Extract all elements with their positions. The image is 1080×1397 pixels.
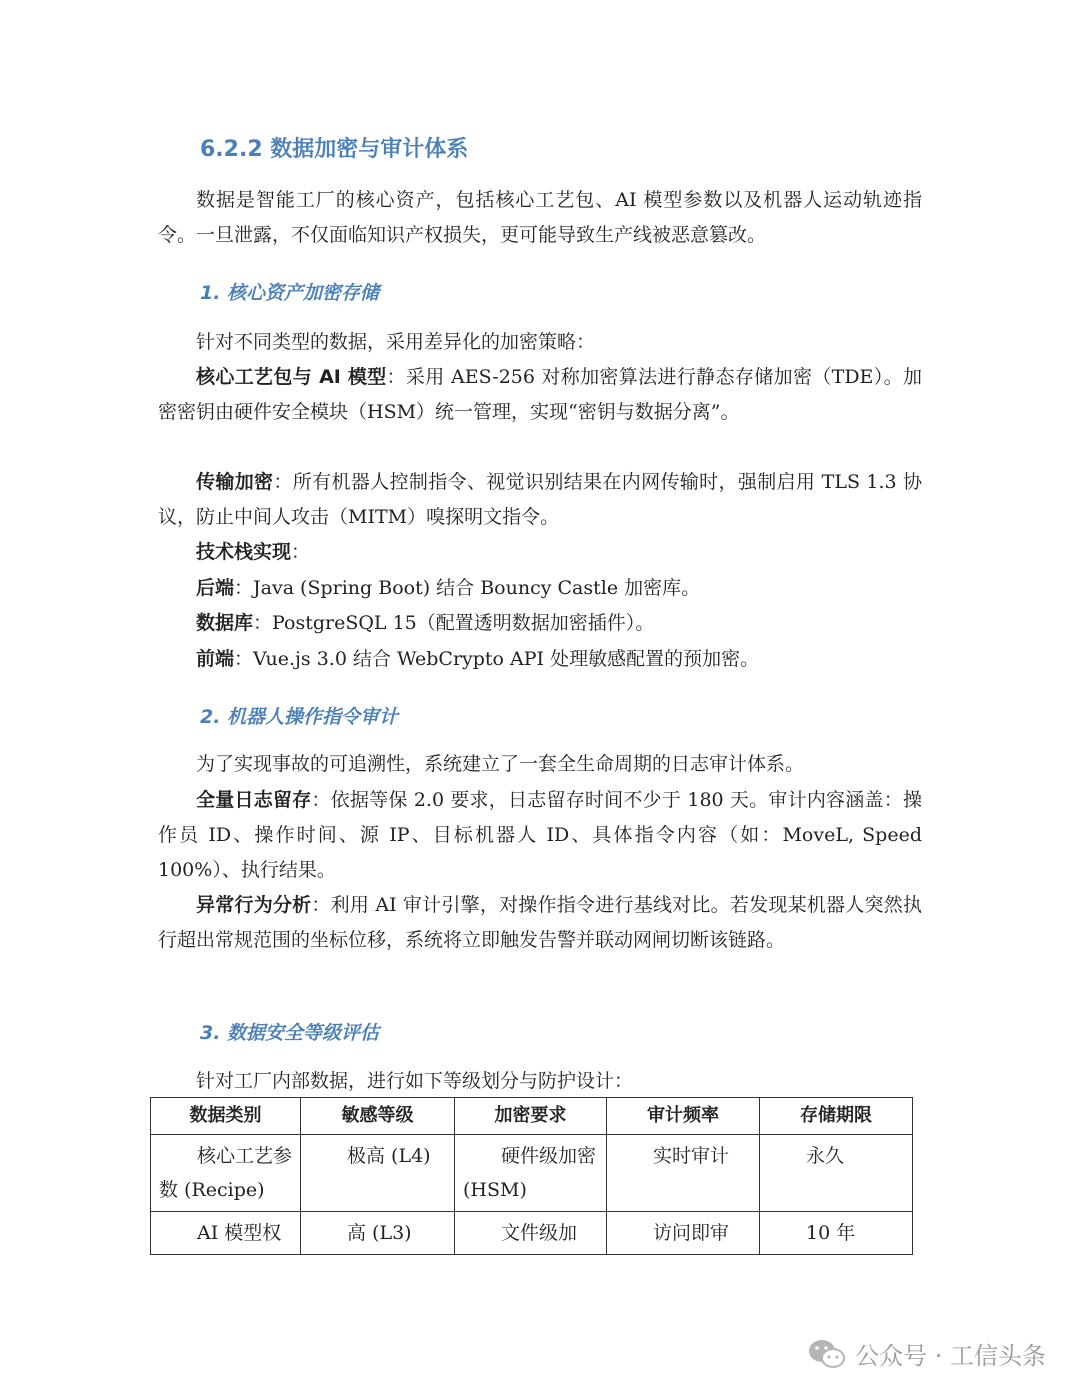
s1-p5-label: 后端 bbox=[196, 577, 235, 599]
section-title: 6.2.2 数据加密与审计体系 bbox=[200, 137, 469, 162]
table-row bbox=[151, 1135, 913, 1212]
s1-paragraph-3 bbox=[158, 465, 922, 535]
s1-p5-text: ：Java (Spring Boot) 结合 Bouncy Castle 加密库。 bbox=[234, 577, 701, 599]
data-grade-table bbox=[150, 1097, 913, 1255]
table-header-cell: 审计频率 bbox=[607, 1098, 760, 1135]
s1-p6-text: ：PostgreSQL 15（配置透明数据加密插件）。 bbox=[253, 612, 655, 634]
s1-p2-text: ：采用 AES-256 对称加密算法进行静态存储加密（TDE）。加密密钥由硬件安全模块（HSM）统一管理，实现“密钥与数据分离”。 bbox=[158, 366, 922, 423]
s2-paragraph-2 bbox=[158, 783, 922, 888]
table-cell: 硬件级加密 (HSM) bbox=[455, 1135, 607, 1212]
s1-paragraph-5 bbox=[158, 571, 922, 606]
s1-p4-text: ： bbox=[291, 541, 311, 563]
s3-paragraph-1: 针对工厂内部数据，进行如下等级划分与防护设计： bbox=[196, 1070, 634, 1092]
table-row bbox=[151, 1212, 913, 1255]
s1-p3-label: 传输加密 bbox=[196, 471, 274, 493]
s1-paragraph-6 bbox=[158, 606, 922, 641]
table-cell: 实时审计 bbox=[607, 1135, 760, 1212]
s2-p3-label: 异常行为分析 bbox=[196, 894, 312, 916]
intro-paragraph: 数据是智能工厂的核心资产，包括核心工艺包、AI 模型参数以及机器人运动轨迹指令。一旦泄露，不仅面临知识产权损失，更可能导致生产线被恶意篡改。 bbox=[158, 189, 922, 246]
watermark-footer bbox=[807, 1336, 1046, 1371]
table-cell: 核心工艺参数 (Recipe) bbox=[151, 1135, 301, 1212]
s2-p2-text: ：依据等保 2.0 要求，日志留存时间不少于 180 天。审计内容涵盖：操作员 ID、操作时间、源 IP、目标机器人 ID、具体指令内容（如：MoveL, Speed 100%）、执行结果。 bbox=[158, 789, 922, 881]
s2-p2-label: 全量日志留存 bbox=[196, 789, 312, 811]
s1-paragraph-2 bbox=[158, 360, 922, 430]
table-cell: AI 模型权 bbox=[151, 1212, 301, 1255]
table-header-cell: 敏感等级 bbox=[301, 1098, 455, 1135]
subsection-title-3: 3. 数据安全等级评估 bbox=[200, 1022, 380, 1044]
watermark-text: 公众号 · 工信头条 bbox=[855, 1342, 1046, 1370]
subsection-title-2: 2. 机器人操作指令审计 bbox=[200, 706, 399, 728]
s1-p7-label: 前端 bbox=[196, 648, 235, 670]
table-header-cell: 存储期限 bbox=[760, 1098, 913, 1135]
wechat-icon bbox=[807, 1337, 847, 1371]
table-cell: 永久 bbox=[760, 1135, 913, 1212]
s1-p4-label: 技术栈实现 bbox=[196, 541, 292, 563]
s1-p7-text: ：Vue.js 3.0 结合 WebCrypto API 处理敏感配置的预加密。 bbox=[234, 648, 760, 670]
table-cell: 10 年 bbox=[760, 1212, 913, 1255]
table-cell: 文件级加 bbox=[455, 1212, 607, 1255]
s1-paragraph-4 bbox=[158, 535, 922, 570]
s2-p3-text: ：利用 AI 审计引擎，对操作指令进行基线对比。若发现某机器人突然执行超出常规范围的坐标位移，系统将立即触发告警并联动网闸切断该链路。 bbox=[158, 894, 922, 951]
s1-p3-text: ：所有机器人控制指令、视觉识别结果在内网传输时，强制启用 TLS 1.3 协议，防止中间人攻击（MITM）嗅探明文指令。 bbox=[158, 471, 922, 528]
table-cell: 极高 (L4) bbox=[301, 1135, 455, 1212]
s1-p2-label: 核心工艺包与 AI 模型 bbox=[196, 366, 387, 388]
s2-paragraph-1: 为了实现事故的可追溯性，系统建立了一套全生命周期的日志审计体系。 bbox=[196, 753, 805, 775]
table-header-row bbox=[151, 1098, 913, 1135]
s2-paragraph-3 bbox=[158, 888, 922, 958]
table-cell: 高 (L3) bbox=[301, 1212, 455, 1255]
table-header-cell: 加密要求 bbox=[455, 1098, 607, 1135]
s1-p6-label: 数据库 bbox=[196, 612, 254, 634]
table-cell: 访问即审 bbox=[607, 1212, 760, 1255]
s1-paragraph-1: 针对不同类型的数据，采用差异化的加密策略： bbox=[196, 331, 596, 353]
s1-paragraph-7 bbox=[158, 642, 922, 677]
table-header-cell: 数据类别 bbox=[151, 1098, 301, 1135]
subsection-title-1: 1. 核心资产加密存储 bbox=[200, 282, 380, 304]
